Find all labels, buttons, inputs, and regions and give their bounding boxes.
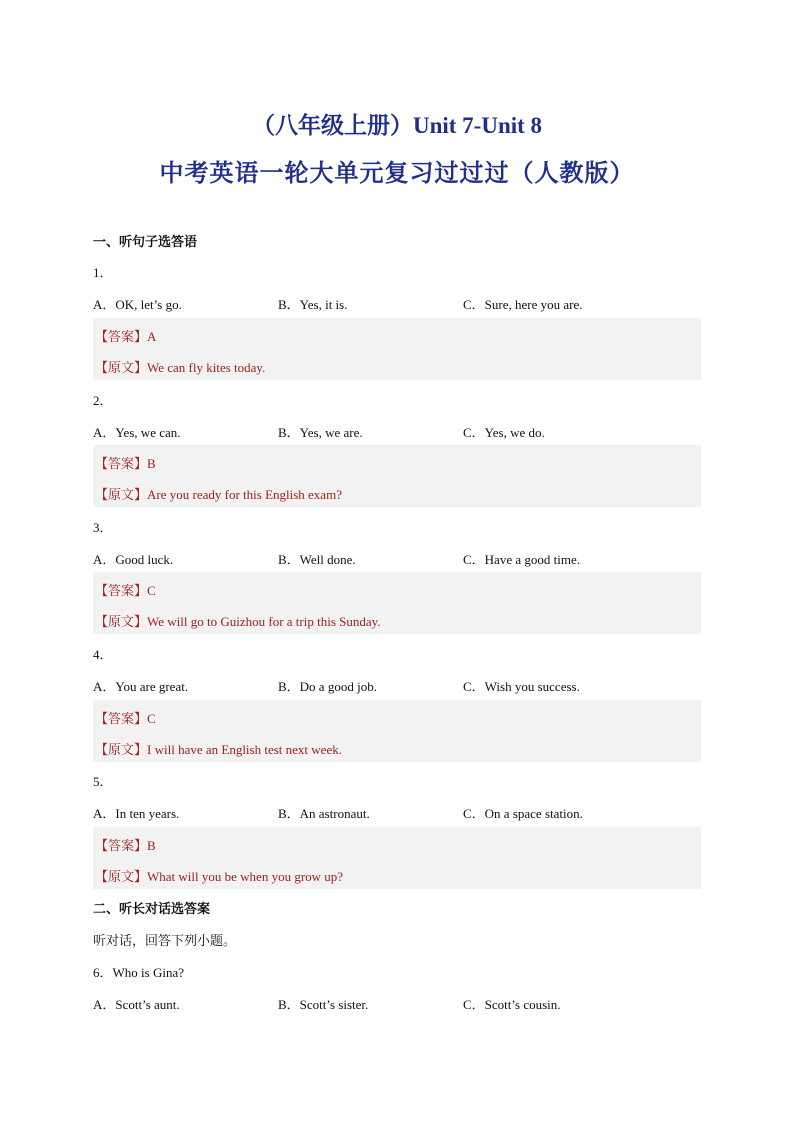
title-line-2: 中考英语一轮大单元复习过过过（人教版）	[159, 161, 635, 187]
answer-tag: 【答案】	[95, 584, 148, 599]
question-4-answer-box	[93, 700, 701, 762]
question-6-option-c: C．Scott’s cousin.	[463, 997, 561, 1012]
section-2-heading: 二、听长对话选答案	[93, 902, 211, 917]
question-2-option-a: A．Yes, we can.	[93, 425, 181, 440]
section-1-heading: 一、听句子选答语	[93, 235, 198, 250]
answer-tag: 【答案】	[95, 457, 148, 472]
answer-tag: 【答案】	[95, 330, 148, 345]
question-1-answer-box	[93, 318, 701, 380]
question-3-option-a: A．Good luck.	[93, 552, 174, 567]
question-3-option-b: B．Well done.	[278, 552, 356, 567]
question-1-option-a: A．OK, let’s go.	[93, 297, 182, 312]
answer-tag: 【答案】	[95, 712, 148, 727]
question-3-number: 3．	[93, 520, 113, 535]
question-6-option-b: B．Scott’s sister.	[278, 997, 369, 1012]
question-3-answer-box	[93, 572, 701, 634]
question-6-text: 6．Who is Gina?	[93, 965, 184, 980]
source-tag: 【原文】	[95, 870, 148, 885]
question-1-option-c: C．Sure, here you are.	[463, 297, 583, 312]
question-5-number: 5．	[93, 774, 113, 789]
question-4-number: 4．	[93, 647, 113, 662]
question-2-option-c: C．Yes, we do.	[463, 425, 545, 440]
question-1-answer: A	[147, 329, 157, 344]
question-5-option-c: C．On a space station.	[463, 806, 583, 821]
source-tag: 【原文】	[95, 743, 148, 758]
question-5-option-a: A．In ten years.	[93, 806, 180, 821]
question-1-number: 1．	[93, 265, 113, 280]
instruction-text: 听对话，回答下列小题。	[93, 934, 237, 949]
question-5-option-b: B．An astronaut.	[278, 806, 370, 821]
question-1-source: We can fly kites today.	[147, 360, 266, 375]
question-3-answer: C	[147, 583, 156, 598]
question-2-source: Are you ready for this English exam?	[147, 487, 342, 502]
question-4-option-c: C．Wish you success.	[463, 679, 580, 694]
answer-tag: 【答案】	[95, 839, 148, 854]
question-4-answer: C	[147, 711, 156, 726]
source-tag: 【原文】	[95, 615, 148, 630]
question-5-answer-box	[93, 827, 701, 889]
question-6-option-a: A．Scott’s aunt.	[93, 997, 180, 1012]
question-2-number: 2．	[93, 393, 113, 408]
title-line-1: （八年级上册）Unit 7-Unit 8	[251, 113, 543, 138]
question-4-option-b: B．Do a good job.	[278, 679, 377, 694]
question-2-answer-box	[93, 445, 701, 507]
source-tag: 【原文】	[95, 361, 148, 376]
question-2-option-b: B．Yes, we are.	[278, 425, 363, 440]
question-5-answer: B	[147, 838, 156, 853]
question-3-source: We will go to Guizhou for a trip this Sunday.	[147, 614, 381, 629]
question-2-answer: B	[147, 456, 156, 471]
question-1-option-b: B．Yes, it is.	[278, 297, 348, 312]
question-4-option-a: A．You are great.	[93, 679, 189, 694]
question-5-source: What will you be when you grow up?	[147, 869, 344, 884]
question-3-option-c: C．Have a good time.	[463, 552, 580, 567]
question-4-source: I will have an English test next week.	[147, 742, 342, 757]
source-tag: 【原文】	[95, 488, 148, 503]
